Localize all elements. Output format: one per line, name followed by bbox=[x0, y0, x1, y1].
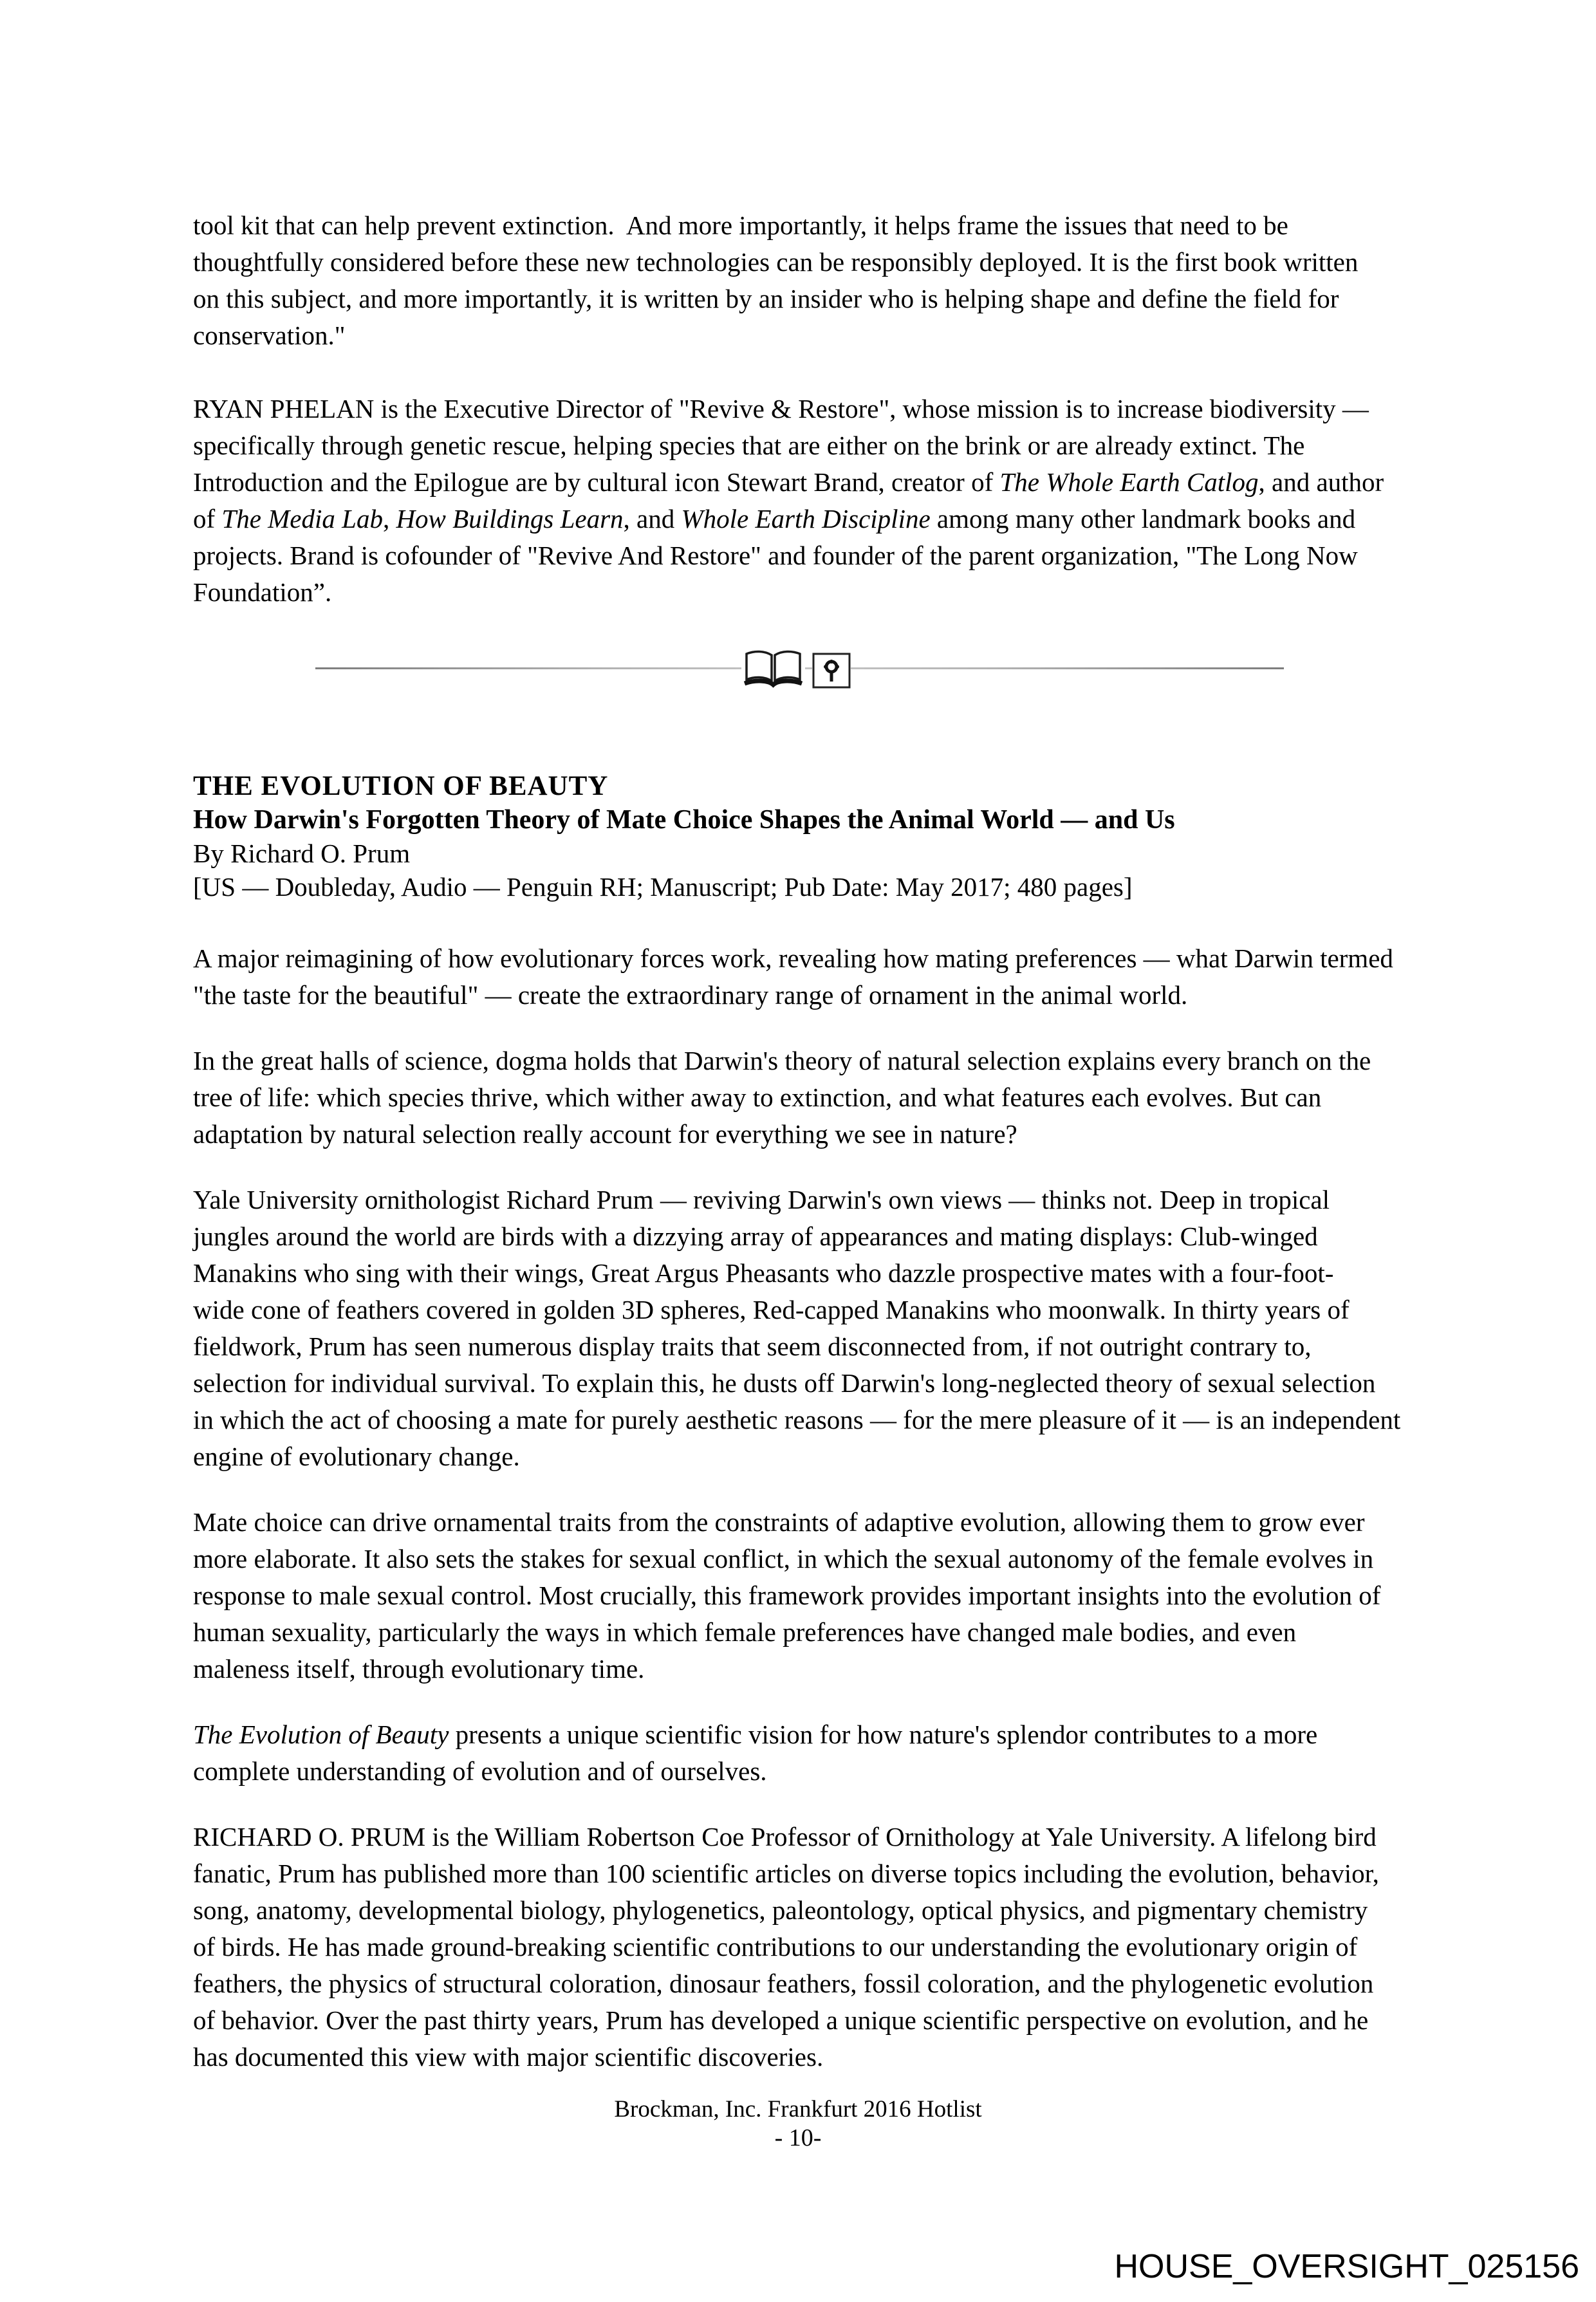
text-line bbox=[193, 1855, 1403, 1892]
text-run: feathers, the physics of structural coloration, dinosaur feathers, fossil coloration, and the phylogenetic evolution bbox=[193, 1969, 1374, 1998]
text-run: , and author bbox=[1258, 467, 1384, 497]
italic-text-run: The Media Lab bbox=[221, 504, 383, 534]
text-line bbox=[193, 1218, 1403, 1255]
text-run: human sexuality, particularly the ways in which female preferences have changed male bodies, and even bbox=[193, 1617, 1297, 1647]
book-header bbox=[193, 770, 1403, 904]
text-line bbox=[193, 1079, 1403, 1116]
footer-imprint: Brockman, Inc. Frankfurt 2016 Hotlist bbox=[614, 2096, 982, 2122]
book-publication-info: [US — Doubleday, Audio — Penguin RH; Manuscript; Pub Date: May 2017; 480 pages] bbox=[193, 872, 1133, 902]
text-line bbox=[193, 1716, 1403, 1753]
book-subtitle: How Darwin's Forgotten Theory of Mate Choice Shapes the Animal World — and Us bbox=[193, 805, 1175, 835]
text-run: among many other landmark books and bbox=[930, 504, 1356, 534]
open-book-icon bbox=[741, 649, 805, 690]
footer-page-number: - 10- bbox=[774, 2124, 822, 2151]
text-run: Introduction and the Epilogue are by cultural icon Stewart Brand, creator of bbox=[193, 467, 1000, 497]
text-line bbox=[193, 281, 1403, 317]
text-run: A major reimagining of how evolutionary forces work, revealing how mating preferences — what Darwin termed bbox=[193, 943, 1393, 973]
text-run: tool kit that can help prevent extinction. And more importantly, it helps frame the issues that need to be bbox=[193, 210, 1288, 240]
text-run: maleness itself, through evolutionary time. bbox=[193, 1654, 645, 1684]
text-run: In the great halls of science, dogma holds that Darwin's theory of natural selection explains every branch on the bbox=[193, 1046, 1371, 1075]
italic-text-run: How Buildings Learn bbox=[396, 504, 624, 534]
text-run: engine of evolutionary change. bbox=[193, 1442, 520, 1471]
text-line bbox=[193, 537, 1403, 574]
text-line bbox=[193, 1541, 1403, 1577]
text-line bbox=[193, 427, 1403, 464]
text-run: more elaborate. It also sets the stakes for sexual conflict, in which the sexual autonomy of the female evolves in bbox=[193, 1544, 1374, 1573]
text-run: wide cone of feathers covered in golden 3D spheres, Red-capped Manakins who moonwalk. In thirty years of bbox=[193, 1295, 1350, 1324]
section-divider bbox=[193, 647, 1403, 690]
text-line bbox=[193, 1328, 1403, 1365]
page-footer bbox=[0, 2095, 1596, 2152]
text-line bbox=[193, 1819, 1403, 1855]
book-title: THE EVOLUTION OF BEAUTY bbox=[193, 771, 609, 801]
text-run: projects. Brand is cofounder of "Revive And Restore" and founder of the parent organization, "The Long Now bbox=[193, 541, 1358, 570]
text-run: of behavior. Over the past thirty years, Prum has developed a unique scientific perspective on evolution, and he bbox=[193, 2005, 1369, 2035]
text-run: of bbox=[193, 504, 222, 534]
text-line bbox=[193, 1614, 1403, 1651]
text-line bbox=[193, 1255, 1403, 1292]
text-run: Yale University ornithologist Richard Prum — reviving Darwin's own views — thinks not. Deep in tropical bbox=[193, 1185, 1330, 1214]
body-paragraph-3 bbox=[193, 1504, 1403, 1687]
text-line bbox=[193, 464, 1403, 501]
summary-paragraph bbox=[193, 940, 1403, 1014]
text-line bbox=[193, 1365, 1403, 1402]
body-paragraph-1 bbox=[193, 1043, 1403, 1153]
text-line bbox=[193, 391, 1403, 427]
text-line bbox=[193, 1504, 1403, 1541]
text-run: , bbox=[382, 504, 396, 534]
text-run: tree of life: which species thrive, which wither away to extinction, and what features each evolves. But can bbox=[193, 1082, 1322, 1112]
book-description-text bbox=[193, 940, 1403, 2075]
text-run: song, anatomy, developmental biology, phylogenetics, paleontology, optical physics, and pigmentary chemistry bbox=[193, 1895, 1368, 1925]
bates-number: HOUSE_OVERSIGHT_025156 bbox=[1114, 2248, 1579, 2285]
text-run: has documented this view with major scientific discoveries. bbox=[193, 2042, 824, 2072]
text-line bbox=[193, 2002, 1403, 2039]
text-run: Mate choice can drive ornamental traits from the constraints of adaptive evolution, allowing them to grow ever bbox=[193, 1507, 1365, 1537]
document-body bbox=[193, 207, 1403, 2104]
text-line bbox=[193, 2039, 1403, 2075]
text-line bbox=[193, 207, 1403, 244]
text-line bbox=[193, 1043, 1403, 1079]
text-run: jungles around the world are birds with a dizzying array of appearances and mating displays: Club-winged bbox=[193, 1221, 1318, 1251]
text-line bbox=[193, 940, 1403, 977]
book-byline: By Richard O. Prum bbox=[193, 839, 411, 868]
text-run: on this subject, and more importantly, it is written by an insider who is helping shape and define the field for bbox=[193, 284, 1339, 313]
text-run: specifically through genetic rescue, helping species that are either on the brink or are already extinct. The bbox=[193, 431, 1305, 460]
text-run: RICHARD O. PRUM is the William Robertson Coe Professor of Ornithology at Yale University. A lifelong bird bbox=[193, 1822, 1377, 1852]
text-run: presents a unique scientific vision for how nature's splendor contributes to a more bbox=[449, 1720, 1318, 1749]
text-run: fieldwork, Prum has seen numerous display traits that seem disconnected from, if not outright contrary to, bbox=[193, 1332, 1312, 1361]
text-line bbox=[193, 501, 1403, 537]
text-line bbox=[193, 574, 1403, 611]
text-run: of birds. He has made ground-breaking scientific contributions to our understanding the evolutionary origin of bbox=[193, 1932, 1358, 1962]
text-run: thoughtfully considered before these new technologies can be responsibly deployed. It is the first book written bbox=[193, 247, 1359, 277]
text-line bbox=[193, 1892, 1403, 1929]
text-run: fanatic, Prum has published more than 100 scientific articles on diverse topics including the evolution, behavior, bbox=[193, 1859, 1379, 1888]
text-run: in which the act of choosing a mate for purely aesthetic reasons — for the mere pleasure of it — is an independent bbox=[193, 1405, 1401, 1434]
text-line bbox=[193, 317, 1403, 354]
text-run: response to male sexual control. Most crucially, this framework provides important insights into the evolution of bbox=[193, 1581, 1381, 1610]
text-run: conservation." bbox=[193, 320, 346, 350]
text-line bbox=[193, 1116, 1403, 1153]
text-line bbox=[193, 1292, 1403, 1328]
italic-text-run: The Evolution of Beauty bbox=[193, 1720, 449, 1749]
quote-paragraph bbox=[193, 207, 1403, 354]
text-line bbox=[193, 1965, 1403, 2002]
text-run: selection for individual survival. To explain this, he dusts off Darwin's long-neglected theory of sexual selection bbox=[193, 1368, 1376, 1398]
text-line bbox=[193, 1651, 1403, 1687]
text-run: RYAN PHELAN is the Executive Director of "Revive & Restore", whose mission is to increase biodiversity — bbox=[193, 394, 1369, 423]
text-line bbox=[193, 1577, 1403, 1614]
text-run: complete understanding of evolution and of ourselves. bbox=[193, 1756, 767, 1786]
text-line bbox=[193, 244, 1403, 281]
text-run: Manakins who sing with their wings, Great Argus Pheasants who dazzle prospective mates with a four-foot- bbox=[193, 1258, 1334, 1288]
body-paragraph-2 bbox=[193, 1182, 1403, 1475]
text-line bbox=[193, 1182, 1403, 1218]
text-line bbox=[193, 977, 1403, 1014]
body-paragraph-4 bbox=[193, 1716, 1403, 1790]
text-line bbox=[193, 1929, 1403, 1965]
text-run: adaptation by natural selection really account for everything we see in nature? bbox=[193, 1119, 1017, 1149]
text-run: , and bbox=[623, 504, 682, 534]
richard-prum-bio-paragraph bbox=[193, 1819, 1403, 2075]
text-line bbox=[193, 1753, 1403, 1790]
text-run: Foundation”. bbox=[193, 577, 332, 607]
italic-text-run: The Whole Earth Catlog bbox=[999, 467, 1259, 497]
text-line bbox=[193, 1402, 1403, 1438]
text-line bbox=[193, 1438, 1403, 1475]
key-icon bbox=[812, 653, 851, 689]
previous-entry-text bbox=[193, 207, 1403, 611]
ryan-phelan-bio-paragraph bbox=[193, 391, 1403, 611]
italic-text-run: Whole Earth Discipline bbox=[681, 504, 931, 534]
text-run: "the taste for the beautiful" — create the extraordinary range of ornament in the animal world. bbox=[193, 980, 1188, 1010]
